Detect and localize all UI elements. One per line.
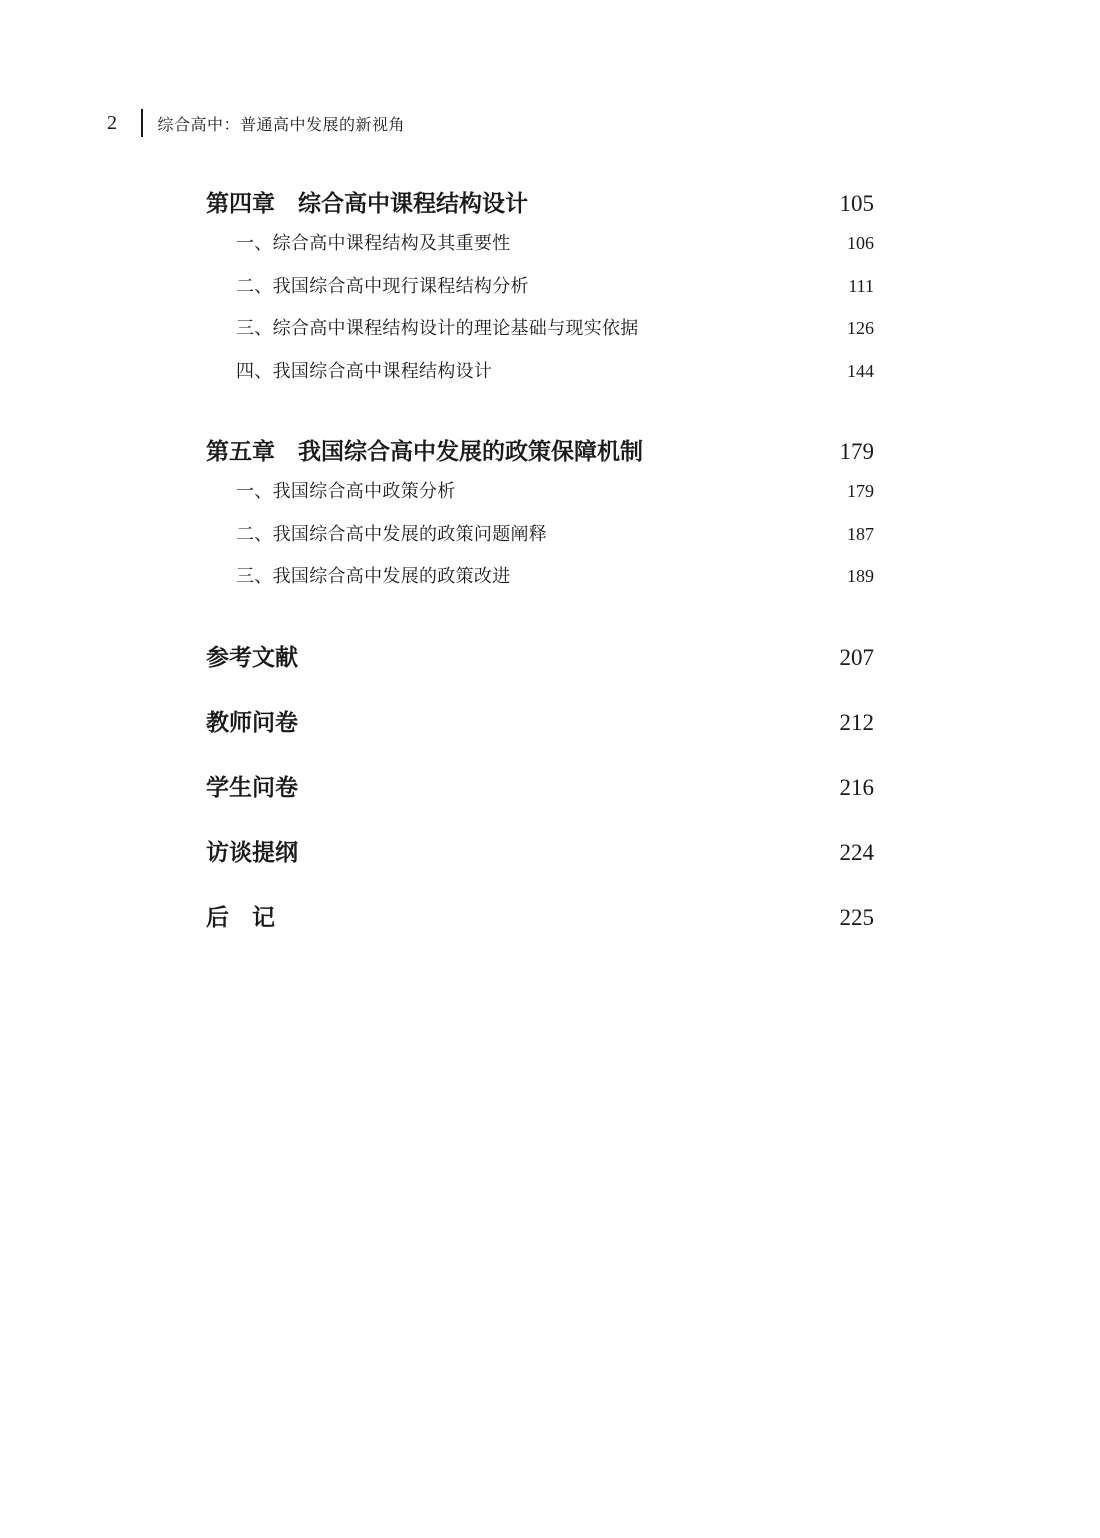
section-title: 一、综合高中课程结构及其重要性: [236, 233, 511, 254]
back-matter-title: 后 记: [206, 903, 275, 931]
chapter-page-number: 179: [839, 439, 874, 464]
chapter-5: [206, 433, 874, 605]
section-page-number: 106: [847, 233, 874, 253]
header-divider: [141, 109, 143, 137]
back-matter-title: 教师问卷: [206, 708, 298, 736]
section-page-number: 189: [847, 566, 874, 586]
back-matter-page-number: 212: [839, 709, 874, 735]
page-number: 2: [107, 111, 117, 134]
section-title: 三、综合高中课程结构设计的理论基础与现实依据: [236, 318, 639, 339]
back-matter-page-number: 225: [839, 904, 874, 930]
back-matter-entry-student-questionnaire[interactable]: [206, 769, 874, 834]
section-title: 一、我国综合高中政策分析: [236, 481, 456, 502]
chapter-title: 第四章 综合高中课程结构设计: [206, 190, 528, 217]
back-matter-title: 访谈提纲: [206, 838, 298, 866]
section-entry[interactable]: [206, 229, 874, 272]
section-entry[interactable]: [206, 357, 874, 400]
back-matter-entry-references[interactable]: [206, 639, 874, 704]
chapter-title: 第五章 我国综合高中发展的政策保障机制: [206, 438, 643, 465]
chapter-page-number: 105: [839, 191, 874, 216]
section-page-number: 187: [847, 523, 874, 544]
back-matter-entry-afterword[interactable]: [206, 899, 874, 964]
back-matter: [206, 639, 874, 964]
section-entry[interactable]: [206, 272, 874, 315]
running-header: [107, 108, 405, 138]
chapter-entry[interactable]: [206, 433, 874, 477]
back-matter-page-number: 224: [839, 839, 874, 865]
section-title: 三、我国综合高中发展的政策改进: [236, 566, 511, 587]
section-page-number: 179: [847, 481, 874, 501]
back-matter-page-number: 216: [839, 774, 874, 800]
section-page-number: 126: [847, 318, 874, 338]
back-matter-title: 参考文献: [206, 643, 298, 671]
section-title: 四、我国综合高中课程结构设计: [236, 360, 493, 382]
chapter-4: [206, 185, 874, 399]
chapter-entry[interactable]: [206, 185, 874, 229]
section-page-number: 111: [848, 275, 874, 296]
section-page-number: 144: [847, 360, 874, 381]
back-matter-entry-interview-outline[interactable]: [206, 834, 874, 899]
section-entry[interactable]: [206, 562, 874, 605]
section-title: 二、我国综合高中发展的政策问题阐释: [236, 523, 548, 545]
section-entry[interactable]: [206, 477, 874, 520]
section-entry[interactable]: [206, 314, 874, 357]
section-entry[interactable]: [206, 520, 874, 563]
back-matter-title: 学生问卷: [206, 773, 298, 801]
back-matter-entry-teacher-questionnaire[interactable]: [206, 704, 874, 769]
back-matter-page-number: 207: [839, 644, 874, 670]
running-title: 综合高中：普通高中发展的新视角: [157, 114, 406, 134]
section-title: 二、我国综合高中现行课程结构分析: [236, 275, 529, 297]
table-of-contents: [206, 185, 874, 964]
